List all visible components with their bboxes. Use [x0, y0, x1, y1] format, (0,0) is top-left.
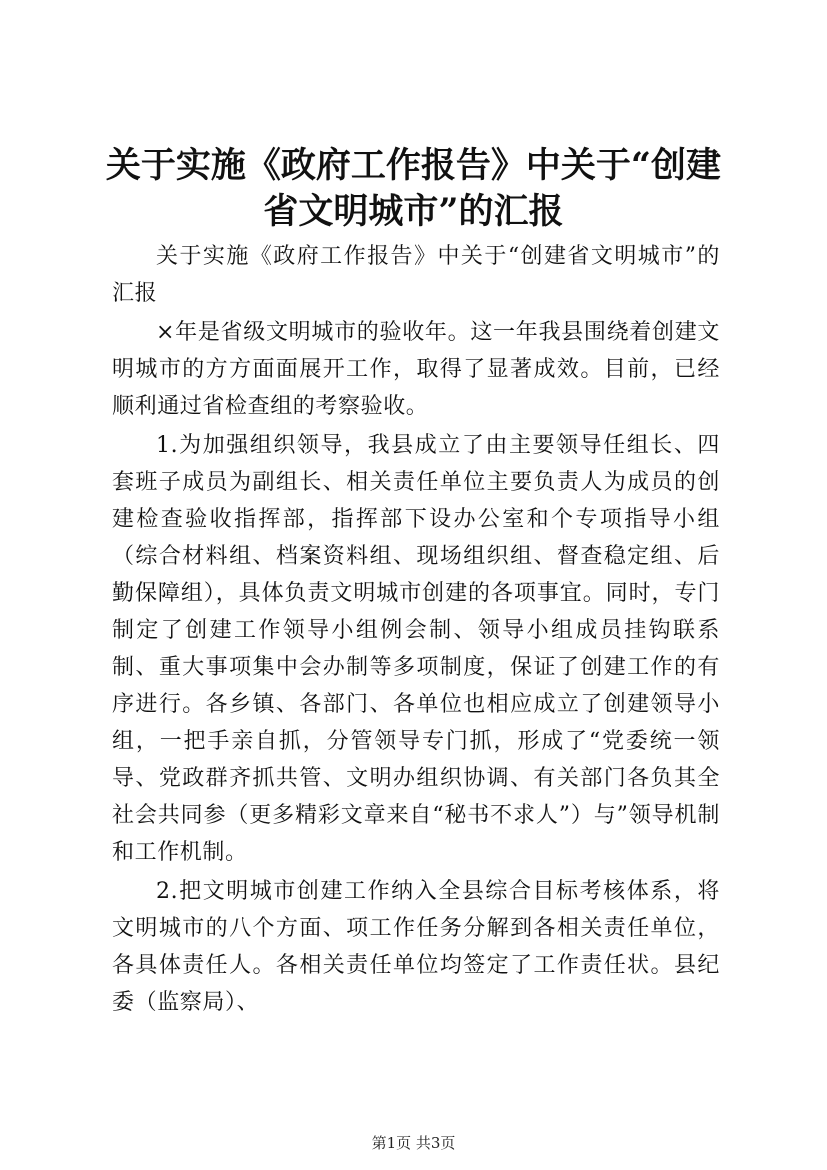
paragraph-item-2: 2.把文明城市创建工作纳入全县综合目标考核体系，将文明城市的八个方面、项工作任务分解到各相关责任单位，各具体责任人。各相关责任单位均签定了工作责任状。县纪委（监察局）、 — [112, 879, 720, 1015]
document-title: 关于实施《政府工作报告》中关于“创建省文明城市”的汇报 — [105, 145, 722, 232]
document-body — [112, 238, 720, 1023]
paragraph-subtitle: 关于实施《政府工作报告》中关于“创建省文明城市”的汇报 — [112, 244, 720, 306]
paragraph-intro: ×年是省级文明城市的验收年。这一年我县围绕着创建文明城市的方方面面展开工作，取得了显著成效。目前，已经顺利通过省检查组的考察验收。 — [112, 320, 720, 419]
page-footer: 第1页 共3页 — [371, 1134, 456, 1152]
paragraph-item-1: 1.为加强组织领导，我县成立了由主要领导任组长、四套班子成员为副组长、相关责任单位主要负责人为成员的创建检查验收指挥部，指挥部下设办公室和个专项指导小组（综合材料组、档案资料组、现场组织组、督查稳定组、后勤保障组），具体负责文明城市创建的各项事宜。同时，专门制定了创建工作领导小组例会制、领导小组成员挂钩联系制、重大事项集中会办制等多项制度，保证了创建工作的有序进行。各乡镇、各部门、各单位也相应成立了创建领导小组，一把手亲自抓，分管领导专门抓，形成了“党委统一领导、党政群齐抓共管、文明办组织协调、有关部门各负其全社会共同参（更多精彩文章来自“秘书不求人”）与”领导机制和工作机制。 — [112, 433, 720, 865]
